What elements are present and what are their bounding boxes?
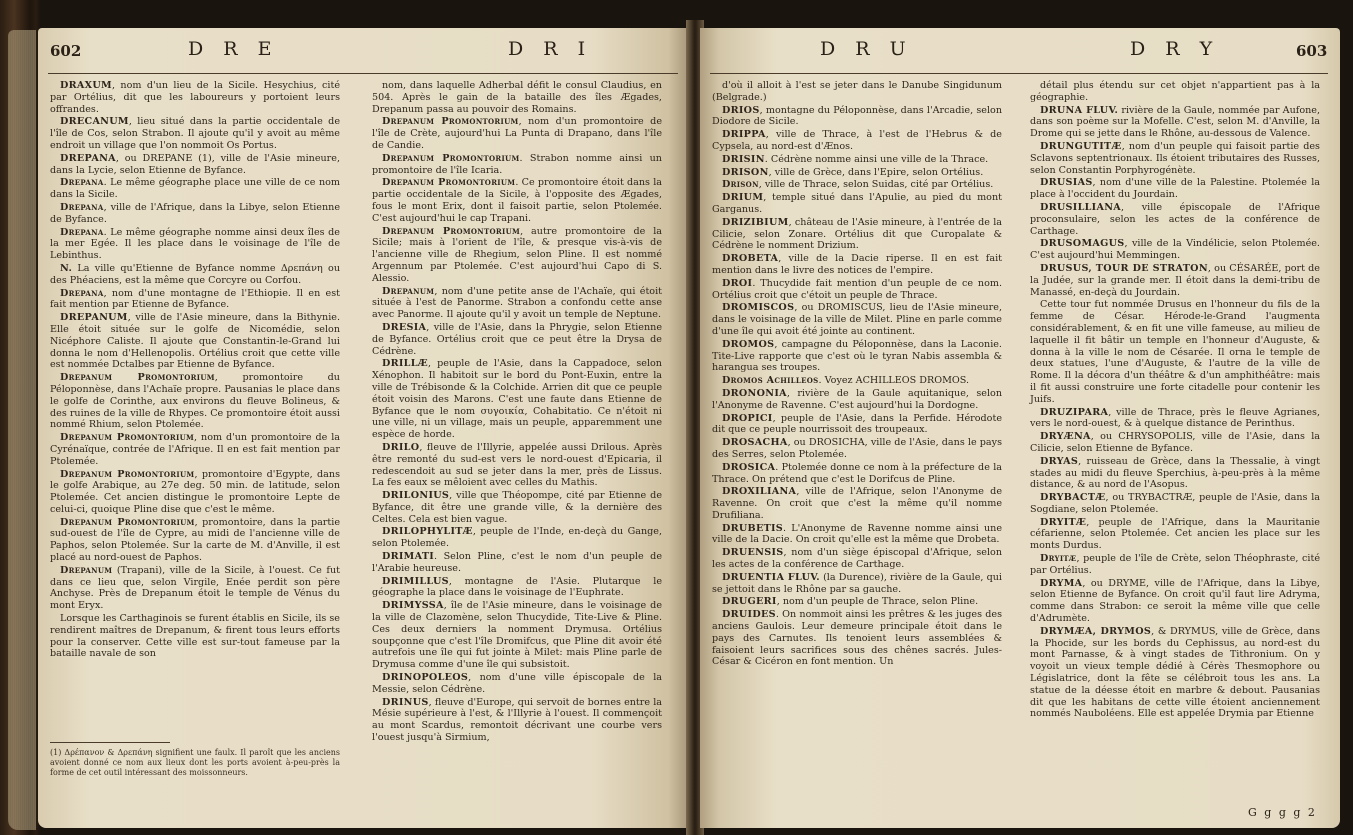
entry-paragraph — [712, 217, 1002, 252]
page-edges — [8, 30, 36, 830]
entry-text: , ou DROSICHA, ville de l'Asie, dans le pays des Serres, selon Ptolemée. — [712, 437, 1002, 460]
entry-headword: DRUZIPARA — [1040, 406, 1109, 418]
entry-text: , château de l'Asie mineure, à l'entrée de la Cilicie, selon Zonare. Ortélius dit que Curopalate & Cédrène le nomment Drizium. — [712, 216, 1002, 252]
entry-headword: Drepana — [60, 177, 104, 189]
entry-paragraph — [372, 697, 662, 744]
entry-text: , nom d'une montagne de l'Ethiopie. Il en est fait mention par Etienne de Byfance. — [50, 287, 340, 311]
footnote: (1) Δρέπανον & Δρεπάνη signifient une faulx. Il paroît que les anciens avoient donné ce nom aux lieux dont les ports avoient à-peu-près la forme de cet outil intéressant des moissonneurs. — [50, 748, 340, 777]
entry-paragraph — [712, 413, 1002, 437]
entry-text: (Trapani), ville de la Sicile, à l'ouest. Ce fut dans ce lieu que, selon Virgile, Enée perdit son père Anchyse. Près de Drepanum étoit le temple de Vénus du mont Eryx. — [50, 564, 340, 612]
entry-text: . Voyez ACHILLEOS DROMOS. — [818, 375, 970, 387]
entry-headword: Drepanum — [60, 564, 113, 576]
entry-paragraph — [712, 253, 1002, 277]
entry-headword: Drepanum Promontorium — [60, 432, 195, 444]
entry-headword: DRUSILLIANA — [1040, 201, 1122, 213]
left-column-1 — [50, 80, 340, 735]
header-rule-right — [710, 73, 1328, 74]
entry-paragraph — [1030, 105, 1320, 140]
entry-text: , nom d'un promontoire de l'île de Crète, aujourd'hui La Punta di Drapano, dans l'île de Candie. — [372, 116, 662, 151]
entry-headword: DRINOPOLEOS — [382, 672, 469, 684]
entry-text: , peuple de l'Asie, dans la Perfide. Hérodote dit que ce peuple nourrissoit des troupeaux. — [712, 412, 1002, 436]
entry-paragraph — [50, 469, 340, 516]
entry-headword: Drepanum Promontorium — [382, 225, 521, 237]
entry-headword: Dromos Achilleos — [722, 375, 819, 387]
entry-headword: Drepanum Promontorium — [382, 177, 516, 189]
entry-text: , peuple de l'Afrique, dans la Mauritanie céfarienne, selon Ptolemée. Cet ancien les place sur les monts Durdus. — [1030, 516, 1320, 552]
right-column-2 — [1030, 80, 1320, 804]
entry-paragraph — [372, 358, 662, 441]
entry-text: . L'Anonyme de Ravenne nomme ainsi une ville de la Dacie. On croit qu'elle est la même que Drobeta. — [712, 522, 1002, 546]
entry-paragraph — [1030, 431, 1320, 455]
entry-paragraph — [712, 547, 1002, 571]
entry-headword: DRIOS — [722, 104, 760, 116]
entry-headword: DRAXUM — [60, 80, 112, 91]
entry-paragraph — [372, 286, 662, 321]
entry-text: . Thucydide fait mention d'un peuple de ce nom. Ortélius croit que c'étoit un peuple de Thrace. — [712, 277, 1002, 301]
entry-headword: DRIMYSSA — [382, 600, 444, 612]
entry-paragraph — [372, 153, 662, 177]
entry-paragraph — [50, 432, 340, 467]
entry-paragraph — [372, 177, 662, 224]
entry-text: . Le même géographe place une ville de ce nom dans la Sicile. — [50, 177, 340, 201]
entry-paragraph — [372, 576, 662, 600]
entry-text: La ville qu'Etienne de Byfance nomme Δρεπάνη ou des Phéaciens, est la même que Corcyre ou Corfou. — [50, 262, 340, 286]
entry-headword: DRIPPA — [722, 129, 766, 141]
entry-paragraph — [712, 437, 1002, 461]
entry-paragraph — [50, 312, 340, 371]
entry-paragraph — [1030, 202, 1320, 237]
entry-headword: DRIMATI — [382, 551, 435, 563]
entry-text: , fleuve de l'Illyrie, appelée aussi Drilous. Après être remonté du sud-est vers le nord-ouest d'Epicaria, il redescendoit au sud se jeter dans la mer, près de Lissus. La fes eaux se mêloient avec celles du Mathis. — [372, 441, 662, 489]
entry-paragraph — [712, 105, 1002, 129]
entry-text: (la Durence), rivière de la Gaule, qui se jettoit dans le Rhône par sa gauche. — [712, 571, 1002, 595]
entry-headword: DRUSUS, TOUR DE STRATON — [1040, 262, 1208, 274]
entry-text: . Ptolemée donne ce nom à la préfecture de la Thrace. On prétend que c'est le Dorifcus de Pline. — [712, 461, 1002, 485]
entry-paragraph — [50, 153, 340, 177]
entry-paragraph — [50, 80, 340, 115]
entry-headword: Drepana — [60, 287, 104, 299]
left-folio: 602 — [50, 42, 82, 60]
entry-text: , & DRYMUS, ville de Grèce, dans la Phocide, sur les bords du Cephissus, au nord-est du mont Parnasse, & à vingt stades de Tithronium. On y voyoit un vieux temple dédié à Cérès Thesmophore ou Législatrice, dont la fête se célébroit tous les ans. La statue de la déesse étoit en marbre & debout. Pausanias dit que les habitans de cette ville étoient anciennement nommés Nauboléens. Elle est appelée Drymia par Etienne — [1030, 625, 1320, 720]
entry-paragraph — [1030, 141, 1320, 176]
entry-text: , nom d'une petite anse de l'Achaïe, qui étoit située à l'est de Panorme. Strabon a confondu cette anse avec Panorme. Il ajoute qu'il y avoit un temple de Neptune. — [372, 285, 662, 321]
entry-headword: DROSACHA — [722, 437, 788, 449]
entry-text: , montagne de l'Asie. Plutarque le géographe la place dans le voisinage de l'Euphrate. — [372, 575, 662, 599]
entry-paragraph — [712, 167, 1002, 179]
entry-text: , ville de Grèce, dans l'Epire, selon Ortélius. — [768, 166, 984, 178]
signature-mark: G g g g 2 — [1248, 806, 1317, 819]
entry-headword: DRESIA — [382, 321, 427, 333]
entry-headword: Drepana — [60, 201, 104, 213]
entry-paragraph — [712, 609, 1002, 668]
entry-text: , ville de la Dacie riperse. Il en est fait mention dans le livre des notices de l'empire. — [712, 253, 1002, 276]
left-column-2 — [372, 80, 662, 818]
entry-paragraph — [372, 490, 662, 525]
left-runhead-right: D R I — [508, 38, 593, 60]
entry-headword: DRINUS — [382, 696, 429, 708]
entry-text: , campagne du Péloponnèse, dans la Laconie. Tite-Live rapporte que c'est où le tyran Nabis assembla & harangua ses troupes. — [712, 338, 1002, 374]
entry-headword: DRILONIUS — [382, 490, 450, 502]
entry-headword: DRUGERI — [722, 596, 777, 608]
entry-paragraph — [50, 288, 340, 312]
entry-paragraph — [50, 202, 340, 226]
entry-headword: DRYAS — [1040, 455, 1079, 467]
entry-text: , temple situé dans l'Apulie, au pied du mont Garganus. — [712, 192, 1002, 215]
entry-text: , fleuve d'Europe, qui servoit de bornes entre la Mésie supérieure à l'est, & l'Illyrie à l'ouest. Il commençoit au mont Scardus, remontoit décrivant une courbe vers l'ouest jusqu'à Sirmium, — [372, 696, 662, 744]
header-rule — [48, 73, 678, 74]
entry-text: , peuple de l'île de Crète, selon Théophraste, cité par Ortélius. — [1030, 553, 1320, 576]
entry-headword: DRUBETIS — [722, 522, 784, 534]
entry-text: , nom d'une ville de la Palestine. Ptolemée la place à l'occident du Jourdain. — [1030, 177, 1320, 201]
entry-paragraph — [372, 672, 662, 696]
entry-paragraph — [1030, 553, 1320, 577]
entry-headword: DRUENTIA FLUV. — [722, 571, 820, 583]
entry-text: . Selon Pline, c'est le nom d'un peuple de l'Arabie heureuse. — [372, 551, 662, 574]
entry-headword: DRUSIAS — [1040, 177, 1093, 189]
entry-paragraph — [1030, 492, 1320, 516]
entry-text: , nom d'un siège épiscopal d'Afrique, selon les actes de la conférence de Carthage. — [712, 547, 1002, 571]
entry-headword: DRECANUM — [60, 116, 129, 128]
entry-text: . Le même géographe nomme ainsi deux îles de la mer Egée. Il les place dans le voisinage de l'île de Lebinthus. — [50, 226, 340, 262]
entry-headword: DRYMÆA, DRYMOS — [1040, 625, 1152, 637]
right-folio: 603 — [1296, 42, 1328, 60]
entry-headword: DROBETA — [722, 253, 779, 265]
right-column-1 — [712, 80, 1002, 818]
entry-headword: DRIZIBIUM — [722, 216, 789, 228]
entry-paragraph — [50, 177, 340, 201]
entry-text: . Cédrène nomme ainsi une ville de la Thrace. — [764, 153, 989, 165]
entry-headword: DROPICI — [722, 412, 773, 424]
entry-text: , ou CÉSARÉE, port de la Judée, sur la grande mer. Il étoit dans la demi-tribu de Manassé, en-deçà du Jourdain. — [1030, 262, 1320, 298]
entry-headword: Drepanum — [382, 285, 435, 297]
entry-text: , ville de Thrace, à l'est de l'Hebrus & de Cypsela, au nord-est d'Ænos. — [712, 129, 1002, 152]
entry-text: , peuple de l'Asie, dans la Cappadoce, selon Xénophon. Il habitoit sur le bord du Pont-Euxin, entre la ville de Trébisonde & la Colchide. Arrien dit que ce peuple étoit voisin des Marons. C'est une faute dans Etienne de Byfance que le nom συγοικία, Cohabitatio. Ce n'étoit ni une ville, ni un village, mais un peuple, apparemment une espèce de horde. — [372, 358, 662, 441]
entry-text: d'où il alloit à l'est se jeter dans le Danube Singidunum (Belgrade.) — [712, 80, 1002, 103]
entry-paragraph — [1030, 238, 1320, 262]
entry-headword: DROI — [722, 277, 753, 289]
entry-text: . On nommoit ainsi les prêtres & les juges des anciens Gaulois. Leur demeure principale étoit dans le pays des Carnutes. Ils tenoient leurs assemblées & faisoient leurs sacrifices sous des chênes sacrés. Jules-César & Cicéron en font mention. Un — [712, 609, 1002, 668]
entry-text: , nom d'un peuple de Thrace, selon Pline. — [776, 596, 979, 608]
entry-headword: DRILOPHYLITÆ — [382, 526, 473, 538]
entry-headword: DRYITÆ — [1040, 516, 1087, 528]
entry-paragraph — [712, 375, 1002, 387]
entry-headword: DRILLÆ — [382, 358, 428, 370]
entry-headword: DREPANUM — [60, 312, 128, 324]
entry-paragraph — [712, 80, 1002, 104]
entry-headword: Drepanum Promontorium — [382, 116, 519, 128]
entry-headword: DRYBACTÆ — [1040, 492, 1106, 504]
entry-paragraph — [1030, 456, 1320, 491]
entry-text: , nom d'un lieu de la Sicile. Hesychius, cité par Ortélius, dit que les laboureurs y portoient leurs offrandes. — [50, 80, 340, 115]
entry-paragraph — [372, 551, 662, 575]
entry-headword: DRUNA FLUV. — [1040, 104, 1119, 116]
entry-text: , ville de l'Asie mineure, dans la Bithynie. Elle étoit située sur le golfe de Nicomédie, selon Nicéphore Caliste. Il ajoute que Constantin-le-Grand lui donna le nom d'Hellenopolis. Ortélius croit que cette ville est nommée Dctalbes par Etienne de Byfance. — [50, 312, 340, 371]
entry-headword: DRUSOMAGUS — [1040, 238, 1125, 250]
entry-paragraph — [1030, 578, 1320, 625]
entry-text: , île de l'Asie mineure, dans le voisinage de la ville de Clazomène, selon Thucydide, Tite-Live & Pline. Ces deux derniers la nomment Drymusa. Ortélius soupçonne que c'est l'île Dromifcus, que Pline dit avoir été autrefois une île qui fut jointe à Milet: mais Pline parle de Drymusa comme d'une île qui subsistoit. — [372, 600, 662, 671]
entry-paragraph — [50, 263, 340, 287]
entry-paragraph — [50, 227, 340, 262]
entry-paragraph — [712, 339, 1002, 374]
entry-text: , autre promontoire de la Sicile; mais à l'orient de l'île, & presque vis-à-vis de l'ancienne ville de Rhegium, selon Pline. Il est nommé Argennum par Ptolemée. C'est aujourd'hui Capo di S. Alessio. — [372, 225, 662, 284]
entry-headword: DRUENSIS — [722, 547, 784, 559]
right-runhead-left: D R U — [820, 38, 913, 60]
entry-headword: Drepana — [60, 226, 104, 238]
entry-paragraph — [712, 302, 1002, 337]
entry-headword: Drepanum Promontorium — [60, 372, 215, 384]
entry-paragraph — [1030, 80, 1320, 104]
entry-text: , ville de Thrace, selon Suidas, cité par Ortélius. — [758, 179, 994, 191]
entry-headword: DRISIN — [722, 153, 765, 165]
entry-text: , nom d'un peuple qui faisoit partie des Sclavons septentrionaux. Ils étoient tributaires des Russes, selon Constantin Porphyrogénète. — [1030, 140, 1320, 176]
entry-paragraph — [50, 517, 340, 564]
entry-paragraph — [712, 596, 1002, 608]
entry-paragraph — [372, 526, 662, 550]
entry-headword: DRUNGUTITÆ — [1040, 140, 1122, 152]
entry-paragraph — [1030, 299, 1320, 405]
entry-text: , ville que Théopompe, cité par Etienne de Byfance, dit être une grande ville, & la dernière des Celtes. Cela est bien vague. — [372, 490, 662, 525]
entry-text: , ville épiscopale de l'Afrique proconsulaire, selon les actes de la conférence de Carthage. — [1030, 201, 1320, 237]
entry-text: , ville de l'Asie, dans la Phrygie, selon Etienne de Byfance. Ortélius croit que ce peut être la Drysa de Cédrène. — [372, 321, 662, 357]
entry-paragraph — [712, 572, 1002, 596]
entry-text: rivière de la Gaule, nommée par Aufone, dans son poème sur la Mofelle. C'est, selon M. d'Anville, la Drome qui se jette dans le Rhône, au-dessous de Valence. — [1030, 104, 1321, 140]
entry-paragraph — [1030, 517, 1320, 552]
entry-text: , ville de l'Afrique, dans la Libye, selon Etienne de Byfance. — [50, 201, 340, 225]
entry-headword: Dryitæ — [1040, 553, 1077, 565]
footnote-rule — [50, 742, 170, 743]
entry-paragraph — [712, 388, 1002, 412]
entry-text: , ou TRYBACTRÆ, peuple de l'Asie, dans la Sogdiane, selon Ptolemée. — [1030, 492, 1320, 515]
left-page — [38, 28, 688, 828]
entry-text: , nom d'une ville épiscopale de la Messie, selon Cédrène. — [372, 672, 662, 695]
entry-paragraph — [372, 116, 662, 151]
entry-text: Lorsque les Carthaginois se furent établis en Sicile, ils se rendirent maîtres de Drepanum, & firent tous leurs efforts pour la conserver. Cette ville est sur-tout fameuse par la bataille navale de son — [50, 613, 340, 660]
right-runhead-right: D R Y — [1130, 38, 1220, 60]
entry-headword: Drepanum Promontorium — [60, 516, 195, 528]
entry-paragraph — [50, 613, 340, 660]
entry-text: , promontoire d'Egypte, dans le golfe Arabique, au 27e deg. 50 min. de latitude, selon Ptolemée. Cet ancien distingue le promontoire Lepte de celui-ci, quoique Pline dise que c'est le même. — [50, 468, 340, 515]
entry-headword: DROSICA — [722, 461, 776, 473]
entry-paragraph — [712, 154, 1002, 166]
entry-paragraph — [372, 80, 662, 115]
entry-text: . Ce promontoire étoit dans la partie occidentale de la Sicile, à l'opposite des Ægades, fous le mont Erix, dont il faisoit partie, selon Ptolemée. C'est aujourd'hui le cap Trapani. — [372, 177, 662, 224]
entry-text: , ville de l'Afrique, selon l'Anonyme de Ravenne. On croit que c'est la même qu'il nomme Drufiliana. — [712, 486, 1002, 521]
entry-paragraph — [372, 442, 662, 489]
entry-text: , ruisseau de Grèce, dans la Thessalie, à vingt stades au midi du fleuve Sperchius, à-peu-près à la même distance, & au nord de l'Asopus. — [1030, 455, 1320, 491]
entry-paragraph — [712, 486, 1002, 521]
entry-text: , nom d'un promontoire de la Cyrénaïque, contrée de l'Afrique. Il en est fait mention par Ptolemée. — [50, 432, 340, 467]
entry-headword: DRYÆNA — [1040, 431, 1091, 443]
entry-text: , ou DROMISCUS, lieu de l'Asie mineure, dans le voisinage de la ville de Milet. Pline en parle comme d'une île qui avoit été jointe au continent. — [712, 302, 1002, 337]
entry-paragraph — [712, 129, 1002, 153]
entry-headword: DROMISCOS — [722, 302, 795, 314]
entry-text: nom, dans laquelle Adherbal défit le consul Claudius, en 504. Après le gain de la bataille des îles Ægades, Drepanum passa au pouvoir des Romains. — [372, 80, 662, 115]
entry-paragraph — [372, 322, 662, 357]
entry-headword: DROXILIANA — [722, 486, 797, 498]
entry-headword: DRIMILLUS — [382, 575, 449, 587]
entry-text: Cette tour fut nommée Drusus en l'honneur du fils de la femme de César. Hérode-le-Grand l'augmenta considérablement, & en fit une ville fameuse, au milieu de laquelle il fit bâtir un temple en l'honneur d'Auguste, & donna à la ville le nom de Césarée. Il orna le temple de deux statues, l'une d'Auguste, & l'autre de la ville de Rome. Il la décora d'un théâtre & d'un amphithéâtre: mais il fit aussi construire une forte citadelle pour contenir les Juifs. — [1030, 299, 1320, 405]
left-runhead-left: D R E — [188, 38, 279, 60]
entry-headword: Drison — [722, 179, 759, 191]
entry-headword: DROMOS — [722, 338, 775, 350]
right-page — [700, 28, 1340, 828]
entry-paragraph — [1030, 263, 1320, 298]
entry-paragraph — [50, 565, 340, 612]
entry-text: , promontoire, dans la partie sud-ouest de l'île de Cypre, au midi de l'ancienne ville de Paphos, selon Ptolemée. Sur la carte de M. d'Anville, il est placé au nord-ouest de Paphos. — [50, 516, 340, 564]
entry-text: , rivière de la Gaule aquitanique, selon l'Anonyme de Ravenne. C'est aujourd'hui la Dordogne. — [712, 387, 1002, 411]
entry-paragraph — [712, 192, 1002, 216]
entry-text: , ville de Thrace, près le fleuve Agrianes, vers le nord-ouest, & à quelque distance de Perinthus. — [1030, 406, 1320, 430]
entry-paragraph — [712, 278, 1002, 302]
entry-headword: N. — [60, 262, 73, 274]
entry-text: détail plus étendu sur cet objet n'appartient pas à la géographie. — [1030, 80, 1320, 103]
entry-paragraph — [1030, 626, 1320, 720]
entry-paragraph — [372, 226, 662, 285]
entry-paragraph — [372, 600, 662, 671]
entry-paragraph — [1030, 407, 1320, 431]
entry-text: , montagne du Péloponnèse, dans l'Arcadie, selon Diodore de Sicile. — [712, 104, 1002, 128]
entry-headword: DREPANA — [60, 152, 116, 164]
entry-text: , ville de la Vindélicie, selon Ptolemée. C'est aujourd'hui Memmingen. — [1030, 238, 1320, 262]
entry-paragraph — [50, 372, 340, 431]
entry-text: , promontoire du Péloponnèse, dans l'Achaïe propre. Pausanias le place dans le golfe de Corinthe, aux environs du fleuve Bolineus, & des ruines de la ville de Rhypes. Ce promontoire étoit aussi nommé Rhium, selon Ptolemée. — [50, 372, 340, 431]
entry-text: , peuple de l'Inde, en-deçà du Gange, selon Ptolemée. — [372, 526, 662, 550]
entry-text: , ou DREPANE (1), ville de l'Asie mineure, dans la Lycie, selon Etienne de Byfance. — [50, 152, 340, 176]
entry-headword: Drepanum Promontorium — [60, 468, 195, 480]
entry-headword: Drepanum Promontorium — [382, 152, 520, 164]
entry-paragraph — [712, 179, 1002, 191]
entry-paragraph — [50, 116, 340, 151]
entry-headword: DRILO — [382, 441, 420, 453]
entry-paragraph — [712, 523, 1002, 547]
entry-text: . Strabon nomme ainsi un promontoire de l'île Icaria. — [372, 152, 662, 176]
entry-headword: DRONONIA — [722, 387, 787, 399]
entry-text: , lieu situé dans la partie occidentale de l'île de Cos, selon Strabon. Il ajoute qu'il y avoit au même endroit un village que l'on nommoit Os Portus. — [50, 116, 340, 151]
entry-paragraph — [1030, 177, 1320, 201]
entry-headword: DRUIDES — [722, 609, 776, 621]
entry-headword: DRISON — [722, 166, 769, 178]
entry-paragraph — [712, 462, 1002, 486]
entry-headword: DRYMA — [1040, 577, 1083, 589]
entry-headword: DRIUM — [722, 192, 764, 204]
entry-text: , ou DRYME, ville de l'Afrique, dans la Libye, selon Etienne de Byfance. On croit qu'il faut lire Adryma, comme dans Strabon: ce seroit la même ville que celle d'Adrumète. — [1030, 577, 1320, 625]
entry-text: , ou CHRYSOPOLIS, ville de l'Asie, dans la Cilicie, selon Etienne de Byfance. — [1030, 431, 1320, 454]
